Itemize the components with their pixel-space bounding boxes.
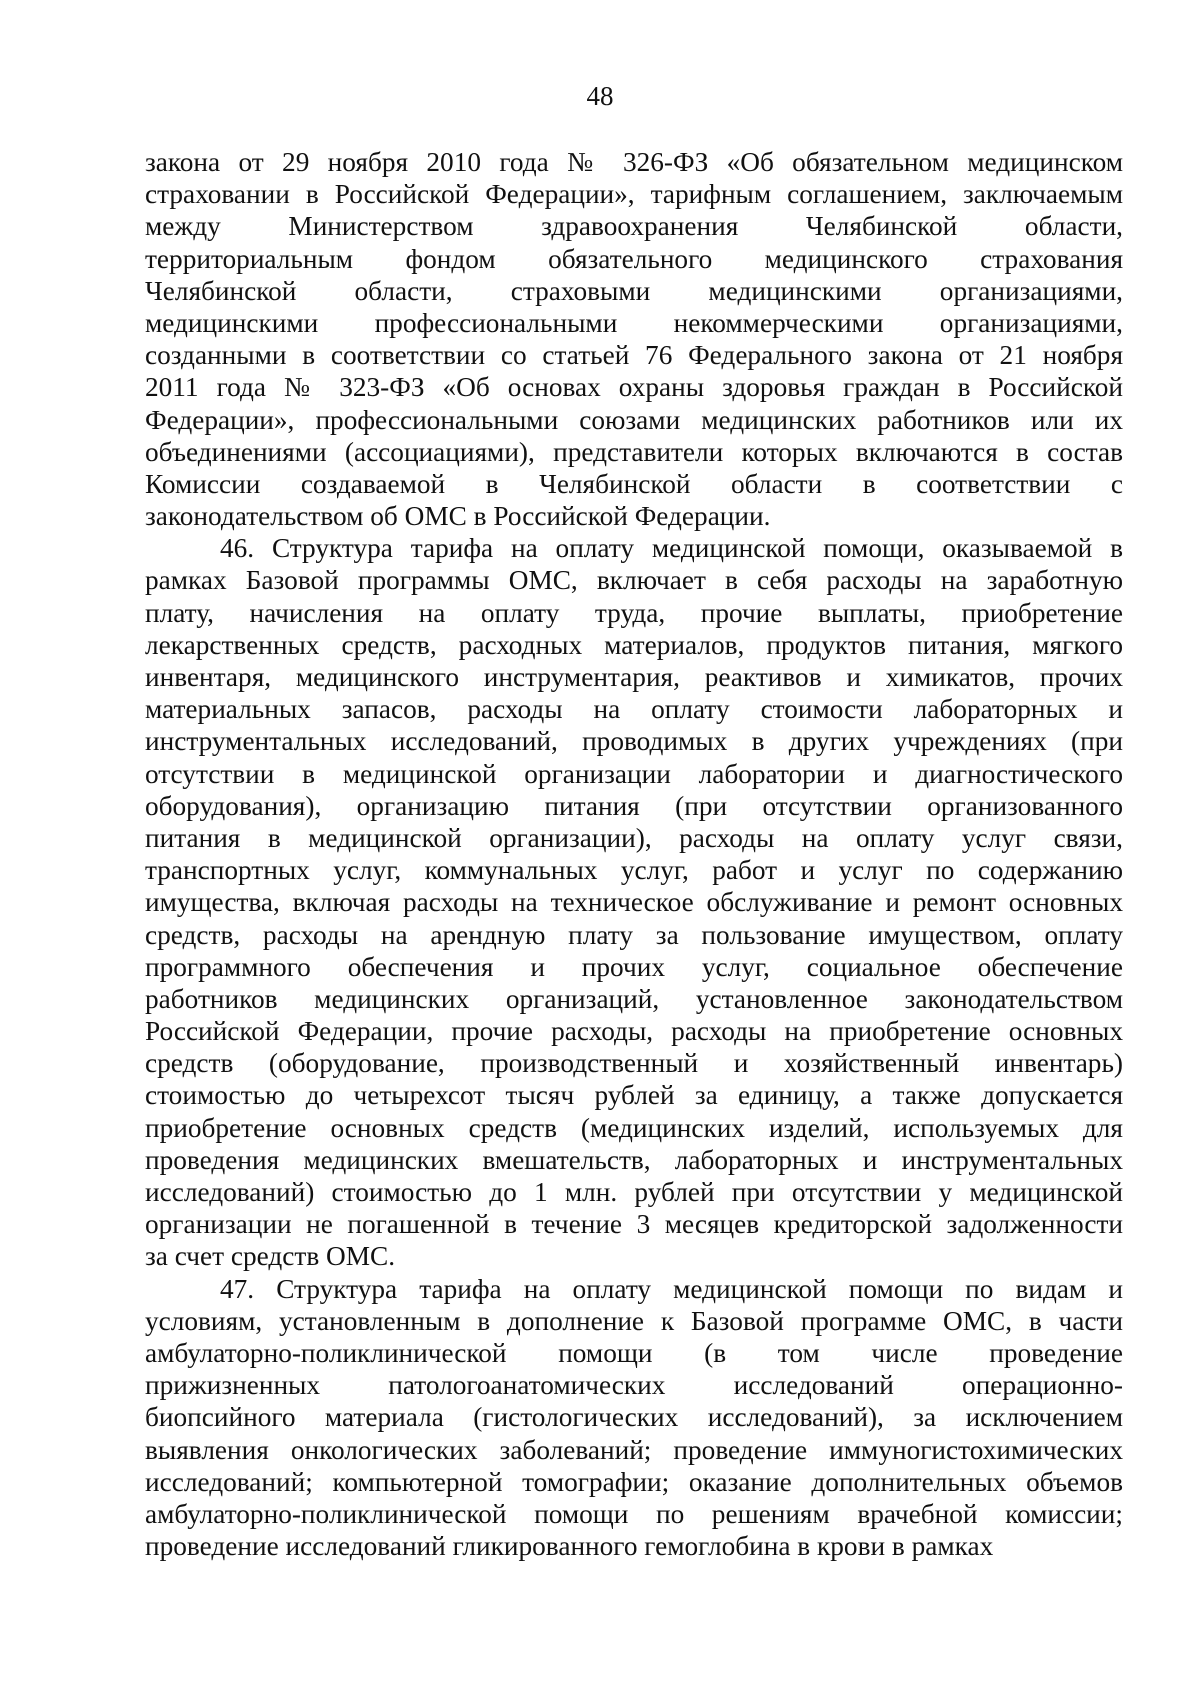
text-line: Федерации», профессиональными союзами медицинских работников или их	[145, 404, 1123, 435]
text-line: инструментальных исследований, проводимых в других учреждениях (при	[145, 726, 1123, 757]
text-line: приобретение основных средств (медицинских изделий, используемых для	[145, 1112, 1123, 1143]
text-line: отсутствии в медицинской организации лаборатории и диагностического	[145, 758, 1123, 789]
text-line: транспортных услуг, коммунальных услуг, работ и услуг по содержанию	[145, 855, 1123, 886]
text-line: исследований) стоимостью до 1 млн. рублей при отсутствии у медицинской	[145, 1177, 1123, 1207]
text-line: амбулаторно-поликлинической помощи по решениям врачебной комиссии;	[145, 1498, 1123, 1529]
text-line: имущества, включая расходы на техническое обслуживание и ремонт основных	[145, 887, 1123, 918]
body-text	[145, 146, 1123, 1562]
text-line: инвентаря, медицинского инструментария, реактивов и химикатов, прочих	[145, 662, 1123, 692]
text-line: созданными в соответствии со статьей 76 Федерального закона от 21 ноября	[145, 340, 1123, 371]
text-line: средств, расходы на арендную плату за пользование имуществом, оплату	[145, 919, 1123, 950]
text-line: рамках Базовой программы ОМС, включает в себя расходы на заработную	[145, 565, 1123, 596]
text-line: средств (оборудование, производственный и хозяйственный инвентарь)	[145, 1048, 1123, 1079]
text-line: Российской Федерации, прочие расходы, расходы на приобретение основных	[145, 1016, 1123, 1047]
text-line: стоимостью до четырехсот тысяч рублей за единицу, а также допускается	[145, 1080, 1123, 1111]
text-line: закона от 29 ноября 2010 года № 326-ФЗ «Об обязательном медицинском	[145, 147, 1123, 177]
text-line: плату, начисления на оплату труда, прочие выплаты, приобретение	[145, 597, 1123, 628]
text-line: оборудования), организацию питания (при отсутствии организованного	[145, 790, 1123, 821]
text-line: законодательством об ОМС в Российской Федерации.	[145, 501, 771, 532]
text-line: объединениями (ассоциациями), представители которых включаются в состав	[145, 436, 1123, 467]
text-line: территориальным фондом обязательного медицинского страхования	[145, 243, 1123, 274]
paragraph-47-start: 47. Структура тарифа на оплату медицинской помощи по видам и	[220, 1273, 1123, 1304]
text-line: работников медицинских организаций, установленное законодательством	[145, 983, 1123, 1014]
text-line: проведение исследований гликированного гемоглобина в крови в рамках	[145, 1531, 994, 1562]
text-line: питания в медицинской организации), расходы на оплату услуг связи,	[145, 822, 1123, 853]
paragraph-46-start: 46. Структура тарифа на оплату медицинской помощи, оказываемой в	[220, 533, 1123, 564]
text-line: между Министерством здравоохранения Челябинской области,	[145, 211, 1123, 242]
text-line: страховании в Российской Федерации», тарифным соглашением, заключаемым	[145, 179, 1123, 210]
text-line: проведения медицинских вмешательств, лабораторных и инструментальных	[145, 1144, 1123, 1175]
text-line: 2011 года № 323-ФЗ «Об основах охраны здоровья граждан в Российской	[145, 372, 1123, 403]
text-line: биопсийного материала (гистологических исследований), за исключением	[145, 1402, 1123, 1433]
text-line: Комиссии создаваемой в Челябинской области в соответствии с	[145, 468, 1123, 499]
text-line: за счет средств ОМС.	[145, 1241, 396, 1272]
text-line: исследований; компьютерной томографии; оказание дополнительных объемов	[145, 1466, 1123, 1497]
text-line: условиям, установленным в дополнение к Базовой программе ОМС, в части	[145, 1305, 1123, 1336]
text-line: прижизненных патологоанатомических исследований операционно-	[145, 1370, 1123, 1401]
text-line: организации не погашенной в течение 3 месяцев кредиторской задолженности	[145, 1209, 1123, 1240]
page-number: 48	[586, 81, 614, 111]
text-line: программного обеспечения и прочих услуг, социальное обеспечение	[145, 951, 1123, 982]
text-line: Челябинской области, страховыми медицинскими организациями,	[145, 275, 1123, 306]
text-line: выявления онкологических заболеваний; проведение иммуногистохимических	[145, 1434, 1123, 1465]
text-line: материальных запасов, расходы на оплату стоимости лабораторных и	[145, 694, 1123, 725]
text-line: амбулаторно-поликлинической помощи (в том числе проведение	[145, 1337, 1123, 1368]
text-line: медицинскими профессиональными некоммерческими организациями,	[145, 307, 1123, 338]
text-line: лекарственных средств, расходных материалов, продуктов питания, мягкого	[145, 629, 1123, 660]
